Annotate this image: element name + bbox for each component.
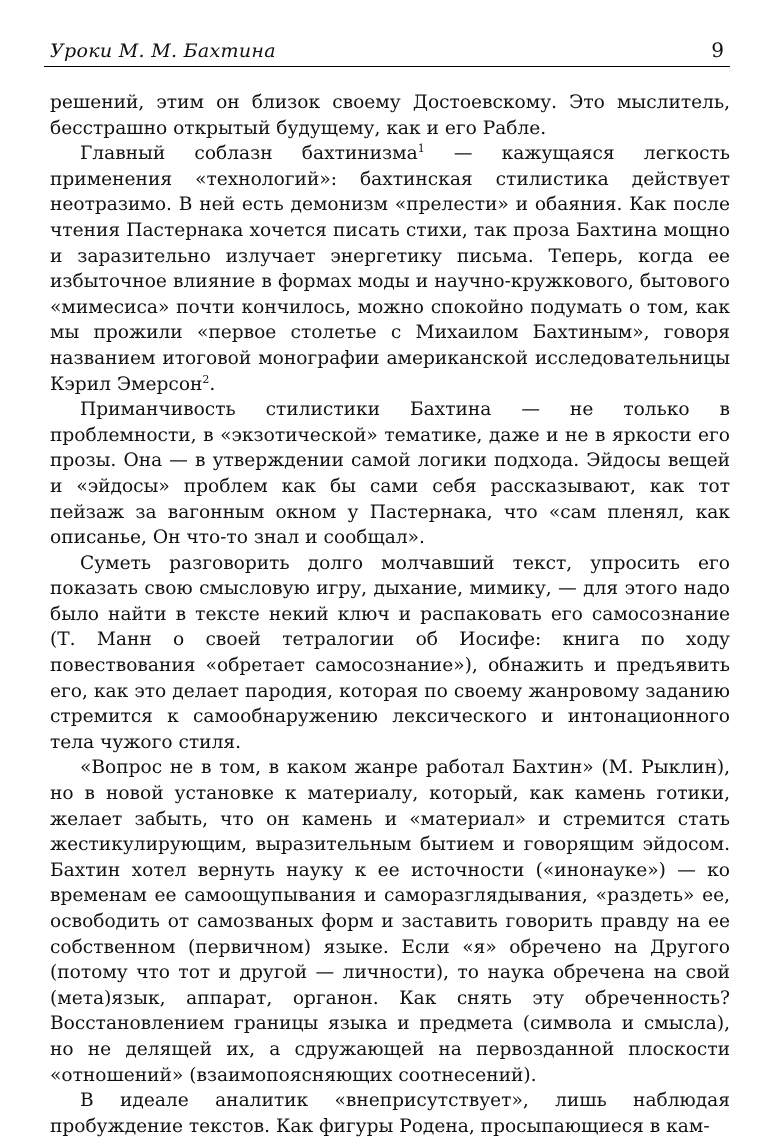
running-title: Уроки М. М. Бахтина: [50, 40, 276, 62]
paragraph: [50, 551, 730, 756]
paragraph: [50, 1088, 730, 1139]
paragraph: [50, 141, 730, 397]
page-number: 9: [711, 38, 724, 62]
paragraph-text: Суметь разговорить долго молчавший текст, упросить его показать свою смысловую игру, дыхание, мимику, — для этого надо было найти в тексте некий ключ и распаковать его самосознание (Т. Манн о своей тетралогии об Иосифе: книга по ходу повествования «обретает самосознание»), обнажить и предъявить его, как это делает пародия, которая по своему жанровому заданию стремится к самообнаружению лексического и интонационного тела чужого стиля.: [50, 552, 730, 753]
footnote-marker: 1: [417, 142, 425, 155]
paragraph: [50, 397, 730, 551]
paragraph-text: .: [209, 373, 216, 395]
page-header: [44, 38, 730, 67]
body-text: [50, 90, 730, 1139]
paragraph-text: Главный соблазн бахтинизма: [80, 143, 418, 165]
paragraph-text: «Вопрос не в том, в каком жанре работал Бахтин» (М. Рыклин), но в новой установке к материалу, который, как камень готики, желает забыть, что он камень и «материал» и стремится стать жестикулирующим, выразительным бытием и говорящим эйдосом. Бахтин хотел вернуть науку к ее источности («инонауке») — ко временам ее самоощупывания и саморазглядывания, «раздеть» ее, освободить от самозваных форм и заставить говорить правду на ее собственном (первичном) языке. Если «я» обречено на Другого (потому что тот и другой — личности), то наука обречена на свой (мета)язык, аппарат, органон. Как снять эту обреченность? Восстановлением границы языка и предмета (символа и смысла), но не делящей их, а сдружающей на первозданной плоскости «отношений» (взаимопоясняющих соотнесений).: [50, 757, 730, 1086]
paragraph-text: Приманчивость стилистики Бахтина — не только в проблемности, в «экзотической» тематике, даже и не в яркости его прозы. Она — в утверждении самой логики подхода. Эйдосы вещей и «эйдосы» проблем как бы сами себя рассказывают, как тот пейзаж за вагонным окном у Пастернака, что «сам пленял, как описанье, Он что-то знал и сообщал».: [50, 399, 730, 549]
paragraph-text: — кажущаяся легкость применения «технологий»: бахтинская стилистика действует неотразимо. В ней есть демонизм «прелести» и обаяния. Как после чтения Пастернака хочется писать стихи, так проза Бахтина мощно и заразительно излучает энергетику письма. Теперь, когда ее избыточное влияние в формах моды и научно-кружкового, бытового «мимесиса» почти кончилось, можно спокойно подумать о том, как мы прожили «первое столетье с Михаилом Бахтиным», говоря названием итоговой монографии американской исследовательницы Кэрил Эмерсон: [50, 143, 730, 395]
footnote-marker: 2: [202, 372, 210, 386]
paragraph-text: В идеале аналитик «внеприсутствует», лишь наблюдая пробуждение текстов. Как фигуры Родена, просыпающиеся в кам-: [50, 1090, 730, 1137]
paragraph: [50, 755, 730, 1088]
paragraph-text: решений, этим он близок своему Достоевскому. Это мыслитель, бесстрашно открытый будущему, как и его Рабле.: [50, 92, 730, 139]
paragraph: [50, 90, 730, 141]
